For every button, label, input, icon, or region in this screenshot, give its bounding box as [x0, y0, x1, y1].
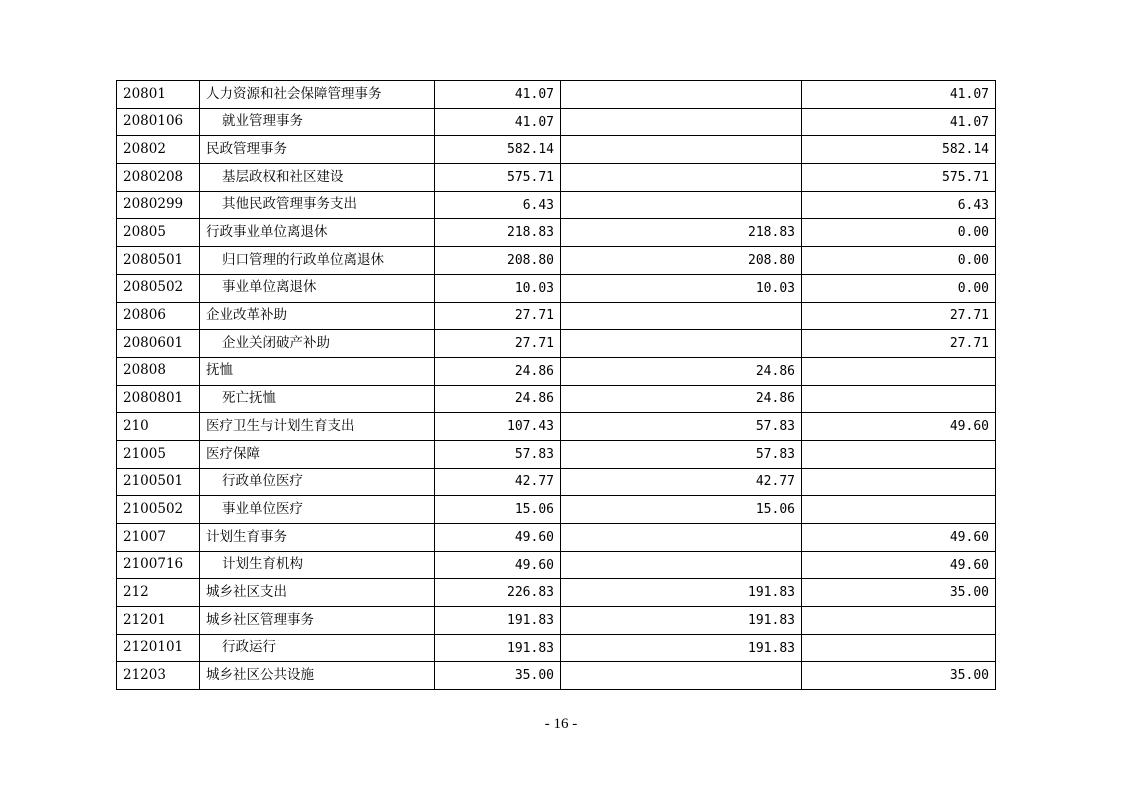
basic-expenditure-cell: 24.86	[561, 357, 802, 385]
subject-name-cell: 行政单位医疗	[200, 468, 435, 496]
subject-name-cell: 城乡社区管理事务	[200, 607, 435, 635]
basic-expenditure-cell	[561, 551, 802, 579]
project-expenditure-cell: 0.00	[802, 274, 996, 302]
project-expenditure-cell	[802, 440, 996, 468]
subject-code-cell: 2120101	[117, 634, 200, 662]
total-amount-cell: 575.71	[435, 164, 561, 192]
total-amount-cell: 27.71	[435, 302, 561, 330]
basic-expenditure-cell: 208.80	[561, 247, 802, 275]
project-expenditure-cell: 0.00	[802, 247, 996, 275]
table-row	[117, 274, 996, 302]
subject-code-cell: 21007	[117, 524, 200, 552]
basic-expenditure-cell: 57.83	[561, 413, 802, 441]
subject-code-cell: 21005	[117, 440, 200, 468]
basic-expenditure-cell: 218.83	[561, 219, 802, 247]
table-row	[117, 413, 996, 441]
total-amount-cell: 42.77	[435, 468, 561, 496]
total-amount-cell: 41.07	[435, 81, 561, 109]
table-row	[117, 81, 996, 109]
subject-code-cell: 20802	[117, 136, 200, 164]
project-expenditure-cell: 35.00	[802, 579, 996, 607]
subject-name-cell: 抚恤	[200, 357, 435, 385]
basic-expenditure-cell: 191.83	[561, 634, 802, 662]
table-row	[117, 551, 996, 579]
table-row	[117, 357, 996, 385]
table-row	[117, 164, 996, 192]
total-amount-cell: 57.83	[435, 440, 561, 468]
table-row	[117, 662, 996, 690]
table-row	[117, 634, 996, 662]
basic-expenditure-cell: 10.03	[561, 274, 802, 302]
project-expenditure-cell: 582.14	[802, 136, 996, 164]
total-amount-cell: 49.60	[435, 524, 561, 552]
subject-name-cell: 行政事业单位离退休	[200, 219, 435, 247]
subject-name-cell: 人力资源和社会保障管理事务	[200, 81, 435, 109]
project-expenditure-cell: 0.00	[802, 219, 996, 247]
project-expenditure-cell: 6.43	[802, 191, 996, 219]
basic-expenditure-cell	[561, 108, 802, 136]
basic-expenditure-cell: 24.86	[561, 385, 802, 413]
total-amount-cell: 15.06	[435, 496, 561, 524]
project-expenditure-cell: 41.07	[802, 108, 996, 136]
subject-name-cell: 企业关闭破产补助	[200, 330, 435, 358]
subject-name-cell: 计划生育事务	[200, 524, 435, 552]
subject-code-cell: 210	[117, 413, 200, 441]
subject-code-cell: 20801	[117, 81, 200, 109]
subject-name-cell: 企业改革补助	[200, 302, 435, 330]
table-row	[117, 219, 996, 247]
total-amount-cell: 10.03	[435, 274, 561, 302]
subject-name-cell: 医疗保障	[200, 440, 435, 468]
table-row	[117, 607, 996, 635]
total-amount-cell: 582.14	[435, 136, 561, 164]
subject-name-cell: 基层政权和社区建设	[200, 164, 435, 192]
basic-expenditure-cell	[561, 164, 802, 192]
subject-code-cell: 2080801	[117, 385, 200, 413]
subject-code-cell: 21201	[117, 607, 200, 635]
subject-code-cell: 20806	[117, 302, 200, 330]
table-row	[117, 496, 996, 524]
project-expenditure-cell	[802, 357, 996, 385]
project-expenditure-cell	[802, 634, 996, 662]
basic-expenditure-cell: 15.06	[561, 496, 802, 524]
project-expenditure-cell: 27.71	[802, 302, 996, 330]
total-amount-cell: 49.60	[435, 551, 561, 579]
basic-expenditure-cell	[561, 81, 802, 109]
basic-expenditure-cell	[561, 302, 802, 330]
table-row	[117, 468, 996, 496]
subject-code-cell: 2080106	[117, 108, 200, 136]
table-row	[117, 579, 996, 607]
total-amount-cell: 6.43	[435, 191, 561, 219]
total-amount-cell: 27.71	[435, 330, 561, 358]
basic-expenditure-cell	[561, 524, 802, 552]
table-row	[117, 136, 996, 164]
subject-code-cell: 2100501	[117, 468, 200, 496]
basic-expenditure-cell	[561, 330, 802, 358]
subject-code-cell: 2080299	[117, 191, 200, 219]
table-row	[117, 385, 996, 413]
subject-code-cell: 2080601	[117, 330, 200, 358]
total-amount-cell: 24.86	[435, 357, 561, 385]
subject-name-cell: 其他民政管理事务支出	[200, 191, 435, 219]
total-amount-cell: 191.83	[435, 607, 561, 635]
total-amount-cell: 35.00	[435, 662, 561, 690]
table-row	[117, 440, 996, 468]
table-row	[117, 191, 996, 219]
total-amount-cell: 41.07	[435, 108, 561, 136]
subject-name-cell: 事业单位医疗	[200, 496, 435, 524]
table-row	[117, 247, 996, 275]
subject-code-cell: 2080502	[117, 274, 200, 302]
subject-name-cell: 计划生育机构	[200, 551, 435, 579]
table-row	[117, 330, 996, 358]
subject-code-cell: 2100716	[117, 551, 200, 579]
page-number: - 16 -	[544, 716, 578, 732]
subject-code-cell: 2080501	[117, 247, 200, 275]
total-amount-cell: 24.86	[435, 385, 561, 413]
subject-name-cell: 就业管理事务	[200, 108, 435, 136]
project-expenditure-cell: 35.00	[802, 662, 996, 690]
total-amount-cell: 208.80	[435, 247, 561, 275]
subject-name-cell: 医疗卫生与计划生育支出	[200, 413, 435, 441]
project-expenditure-cell: 49.60	[802, 413, 996, 441]
total-amount-cell: 107.43	[435, 413, 561, 441]
project-expenditure-cell	[802, 496, 996, 524]
subject-name-cell: 事业单位离退休	[200, 274, 435, 302]
basic-expenditure-cell	[561, 136, 802, 164]
project-expenditure-cell: 49.60	[802, 551, 996, 579]
subject-code-cell: 20805	[117, 219, 200, 247]
table-row	[117, 524, 996, 552]
basic-expenditure-cell: 191.83	[561, 607, 802, 635]
subject-name-cell: 死亡抚恤	[200, 385, 435, 413]
subject-code-cell: 21203	[117, 662, 200, 690]
subject-code-cell: 212	[117, 579, 200, 607]
subject-code-cell: 2100502	[117, 496, 200, 524]
table-row	[117, 302, 996, 330]
total-amount-cell: 191.83	[435, 634, 561, 662]
subject-name-cell: 城乡社区公共设施	[200, 662, 435, 690]
project-expenditure-cell	[802, 607, 996, 635]
subject-name-cell: 城乡社区支出	[200, 579, 435, 607]
table-row	[117, 108, 996, 136]
project-expenditure-cell: 575.71	[802, 164, 996, 192]
subject-name-cell: 民政管理事务	[200, 136, 435, 164]
total-amount-cell: 226.83	[435, 579, 561, 607]
total-amount-cell: 218.83	[435, 219, 561, 247]
project-expenditure-cell: 49.60	[802, 524, 996, 552]
budget-table	[116, 80, 996, 690]
subject-code-cell: 20808	[117, 357, 200, 385]
basic-expenditure-cell: 57.83	[561, 440, 802, 468]
table-body	[117, 81, 996, 690]
basic-expenditure-cell	[561, 662, 802, 690]
basic-expenditure-cell	[561, 191, 802, 219]
basic-expenditure-cell: 191.83	[561, 579, 802, 607]
subject-code-cell: 2080208	[117, 164, 200, 192]
project-expenditure-cell: 41.07	[802, 81, 996, 109]
subject-name-cell: 归口管理的行政单位离退休	[200, 247, 435, 275]
subject-name-cell: 行政运行	[200, 634, 435, 662]
project-expenditure-cell	[802, 468, 996, 496]
project-expenditure-cell: 27.71	[802, 330, 996, 358]
project-expenditure-cell	[802, 385, 996, 413]
basic-expenditure-cell: 42.77	[561, 468, 802, 496]
